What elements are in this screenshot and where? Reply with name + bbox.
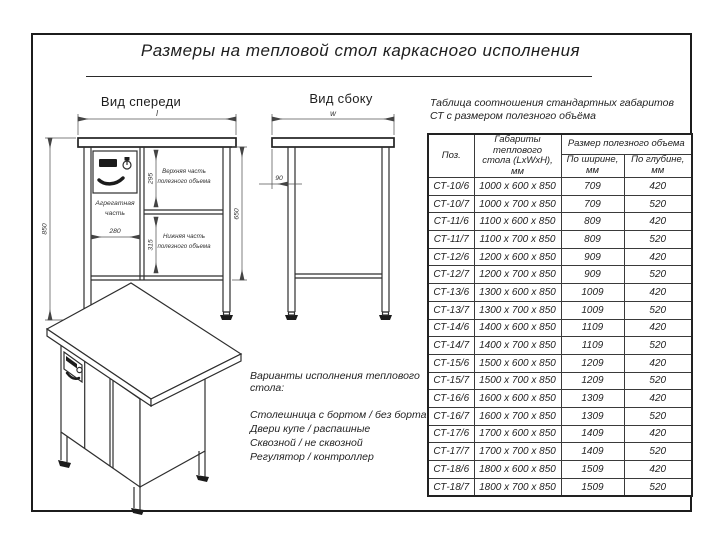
cell-pos: СТ-14/7 — [428, 337, 474, 355]
side-tabletop — [272, 138, 394, 147]
cell-depth: 520 — [624, 266, 692, 284]
cell-pos: СТ-12/6 — [428, 248, 474, 266]
title-underline — [86, 76, 592, 77]
side-dim-width — [272, 109, 394, 135]
header-useful-volume: Размер полезного объема — [561, 134, 692, 154]
table-body — [428, 178, 692, 497]
cell-depth: 420 — [624, 354, 692, 372]
cell-depth: 420 — [624, 248, 692, 266]
cell-width: 909 — [561, 266, 624, 284]
variant-item: Сквозной / не сквозной — [250, 437, 363, 449]
table-row — [428, 284, 692, 302]
cell-dims: 1100 x 600 x 850 — [474, 213, 561, 231]
cell-dims: 1300 x 700 x 850 — [474, 301, 561, 319]
svg-text:90: 90 — [275, 175, 283, 182]
cell-pos: СТ-13/7 — [428, 301, 474, 319]
cell-depth: 420 — [624, 390, 692, 408]
front-tabletop — [78, 138, 236, 147]
front-view-title: Вид спереди — [100, 94, 182, 109]
header-width: По ширине, мм — [561, 154, 624, 177]
cell-depth: 520 — [624, 195, 692, 213]
front-aggregate-divider — [140, 147, 144, 280]
cell-depth: 520 — [624, 372, 692, 390]
header-dims: Габариты теплового стола (LxWxH), мм — [474, 134, 561, 178]
table-row — [428, 319, 692, 337]
front-lower-label-1: Нижняя часть — [162, 233, 206, 240]
table-row — [428, 231, 692, 249]
svg-text:295: 295 — [147, 172, 155, 185]
cell-pos: СТ-18/6 — [428, 461, 474, 479]
cell-pos: СТ-14/6 — [428, 319, 474, 337]
cell-width: 1209 — [561, 354, 624, 372]
cell-dims: 1600 x 700 x 850 — [474, 407, 561, 425]
cell-dims: 1500 x 700 x 850 — [474, 372, 561, 390]
cell-pos: СТ-17/7 — [428, 443, 474, 461]
table-row — [428, 461, 692, 479]
front-dim-lower — [148, 217, 157, 273]
cell-width: 1009 — [561, 284, 624, 302]
cell-depth: 420 — [624, 425, 692, 443]
cell-depth: 520 — [624, 231, 692, 249]
cell-depth: 420 — [624, 213, 692, 231]
cell-pos: СТ-16/7 — [428, 407, 474, 425]
cell-width: 1409 — [561, 443, 624, 461]
cell-width: 909 — [561, 248, 624, 266]
table-row — [428, 248, 692, 266]
table-row — [428, 372, 692, 390]
cell-dims: 1400 x 600 x 850 — [474, 319, 561, 337]
page-title: Размеры на тепловой стол каркасного исполнения — [140, 41, 581, 60]
cell-pos: СТ-13/6 — [428, 284, 474, 302]
svg-text:850: 850 — [41, 223, 49, 235]
cell-dims: 1200 x 600 x 850 — [474, 248, 561, 266]
cell-pos: СТ-15/6 — [428, 354, 474, 372]
cell-depth: 520 — [624, 443, 692, 461]
cell-pos: СТ-12/7 — [428, 266, 474, 284]
cell-depth: 420 — [624, 284, 692, 302]
cell-pos: СТ-10/7 — [428, 195, 474, 213]
svg-text:280: 280 — [109, 228, 121, 235]
cell-width: 1309 — [561, 390, 624, 408]
cell-dims: 1200 x 700 x 850 — [474, 266, 561, 284]
variants-block — [250, 370, 440, 464]
table-row — [428, 390, 692, 408]
table-row — [428, 478, 692, 496]
front-lower-label-2: полезного объема — [157, 243, 211, 250]
front-dim-useful-height — [232, 147, 247, 280]
cell-dims: 1800 x 700 x 850 — [474, 478, 561, 496]
front-dim-length — [78, 109, 236, 135]
cell-dims: 1100 x 700 x 850 — [474, 231, 561, 249]
front-dim-upper — [148, 150, 157, 207]
cell-dims: 1600 x 600 x 850 — [474, 390, 561, 408]
cell-dims: 1000 x 600 x 850 — [474, 178, 561, 196]
table-row — [428, 337, 692, 355]
cell-pos: СТ-11/6 — [428, 213, 474, 231]
table-row — [428, 407, 692, 425]
side-view-title: Вид сбоку — [309, 91, 373, 106]
cell-dims: 1000 x 700 x 850 — [474, 195, 561, 213]
cell-depth: 420 — [624, 461, 692, 479]
cell-width: 1209 — [561, 372, 624, 390]
side-feet — [285, 312, 392, 320]
cell-depth: 520 — [624, 407, 692, 425]
front-aggregate-label-2: часть — [105, 210, 125, 217]
table-caption — [430, 97, 674, 123]
front-dim-aggregate-width — [91, 228, 140, 237]
variants-list — [250, 408, 440, 464]
cell-width: 809 — [561, 213, 624, 231]
cell-pos: СТ-11/7 — [428, 231, 474, 249]
side-legs — [288, 147, 389, 312]
cell-width: 809 — [561, 231, 624, 249]
cell-depth: 520 — [624, 337, 692, 355]
cell-pos: СТ-17/6 — [428, 425, 474, 443]
header-pos: Поз. — [428, 134, 474, 178]
cell-pos: СТ-18/7 — [428, 478, 474, 496]
cell-depth: 520 — [624, 301, 692, 319]
cell-width: 709 — [561, 178, 624, 196]
table-row — [428, 195, 692, 213]
table-caption-line1: Таблица соотношения стандартных габаритов — [430, 97, 675, 109]
cell-depth: 420 — [624, 319, 692, 337]
cell-dims: 1400 x 700 x 850 — [474, 337, 561, 355]
cell-width: 709 — [561, 195, 624, 213]
table-caption-line2: СТ с размером полезного объёма — [430, 110, 596, 122]
cell-dims: 1300 x 600 x 850 — [474, 284, 561, 302]
table-row — [428, 213, 692, 231]
cell-pos: СТ-15/7 — [428, 372, 474, 390]
variant-item: Двери купе / распашные — [250, 423, 371, 435]
cell-width: 1009 — [561, 301, 624, 319]
cell-dims: 1500 x 600 x 850 — [474, 354, 561, 372]
variant-item: Регулятор / контроллер — [250, 451, 374, 463]
display-icon — [99, 159, 117, 167]
table-row — [428, 178, 692, 196]
table-row — [428, 443, 692, 461]
header-depth: По глубине, мм — [624, 154, 692, 177]
spec-table — [427, 133, 693, 497]
cell-width: 1109 — [561, 319, 624, 337]
cell-width: 1409 — [561, 425, 624, 443]
front-aggregate-label-1: Агрегатная — [95, 200, 135, 207]
side-view-drawing — [258, 106, 408, 344]
front-upper-label-2: полезного объема — [157, 178, 211, 185]
table-row — [428, 425, 692, 443]
svg-text:w: w — [330, 109, 336, 118]
cell-width: 1509 — [561, 461, 624, 479]
cell-pos: СТ-10/6 — [428, 178, 474, 196]
svg-text:315: 315 — [147, 239, 155, 251]
cell-pos: СТ-16/6 — [428, 390, 474, 408]
isometric-view-drawing — [34, 278, 258, 520]
variants-title: Варианты исполнения теплового стола: — [250, 370, 420, 394]
cell-width: 1509 — [561, 478, 624, 496]
spec-table-header — [428, 134, 692, 178]
cell-depth: 520 — [624, 478, 692, 496]
cell-depth: 420 — [624, 178, 692, 196]
side-shelf — [295, 274, 382, 278]
cell-dims: 1700 x 700 x 850 — [474, 443, 561, 461]
svg-text:l: l — [156, 109, 158, 118]
cell-width: 1109 — [561, 337, 624, 355]
front-upper-label-1: Верхняя часть — [162, 168, 206, 175]
table-row — [428, 301, 692, 319]
variant-item: Столешница с бортом / без борта — [250, 409, 427, 421]
cell-dims: 1800 x 600 x 850 — [474, 461, 561, 479]
cell-dims: 1700 x 600 x 850 — [474, 425, 561, 443]
table-row — [428, 266, 692, 284]
svg-text:650: 650 — [233, 208, 241, 220]
cell-width: 1309 — [561, 407, 624, 425]
front-control-panel — [93, 151, 137, 193]
table-row — [428, 354, 692, 372]
